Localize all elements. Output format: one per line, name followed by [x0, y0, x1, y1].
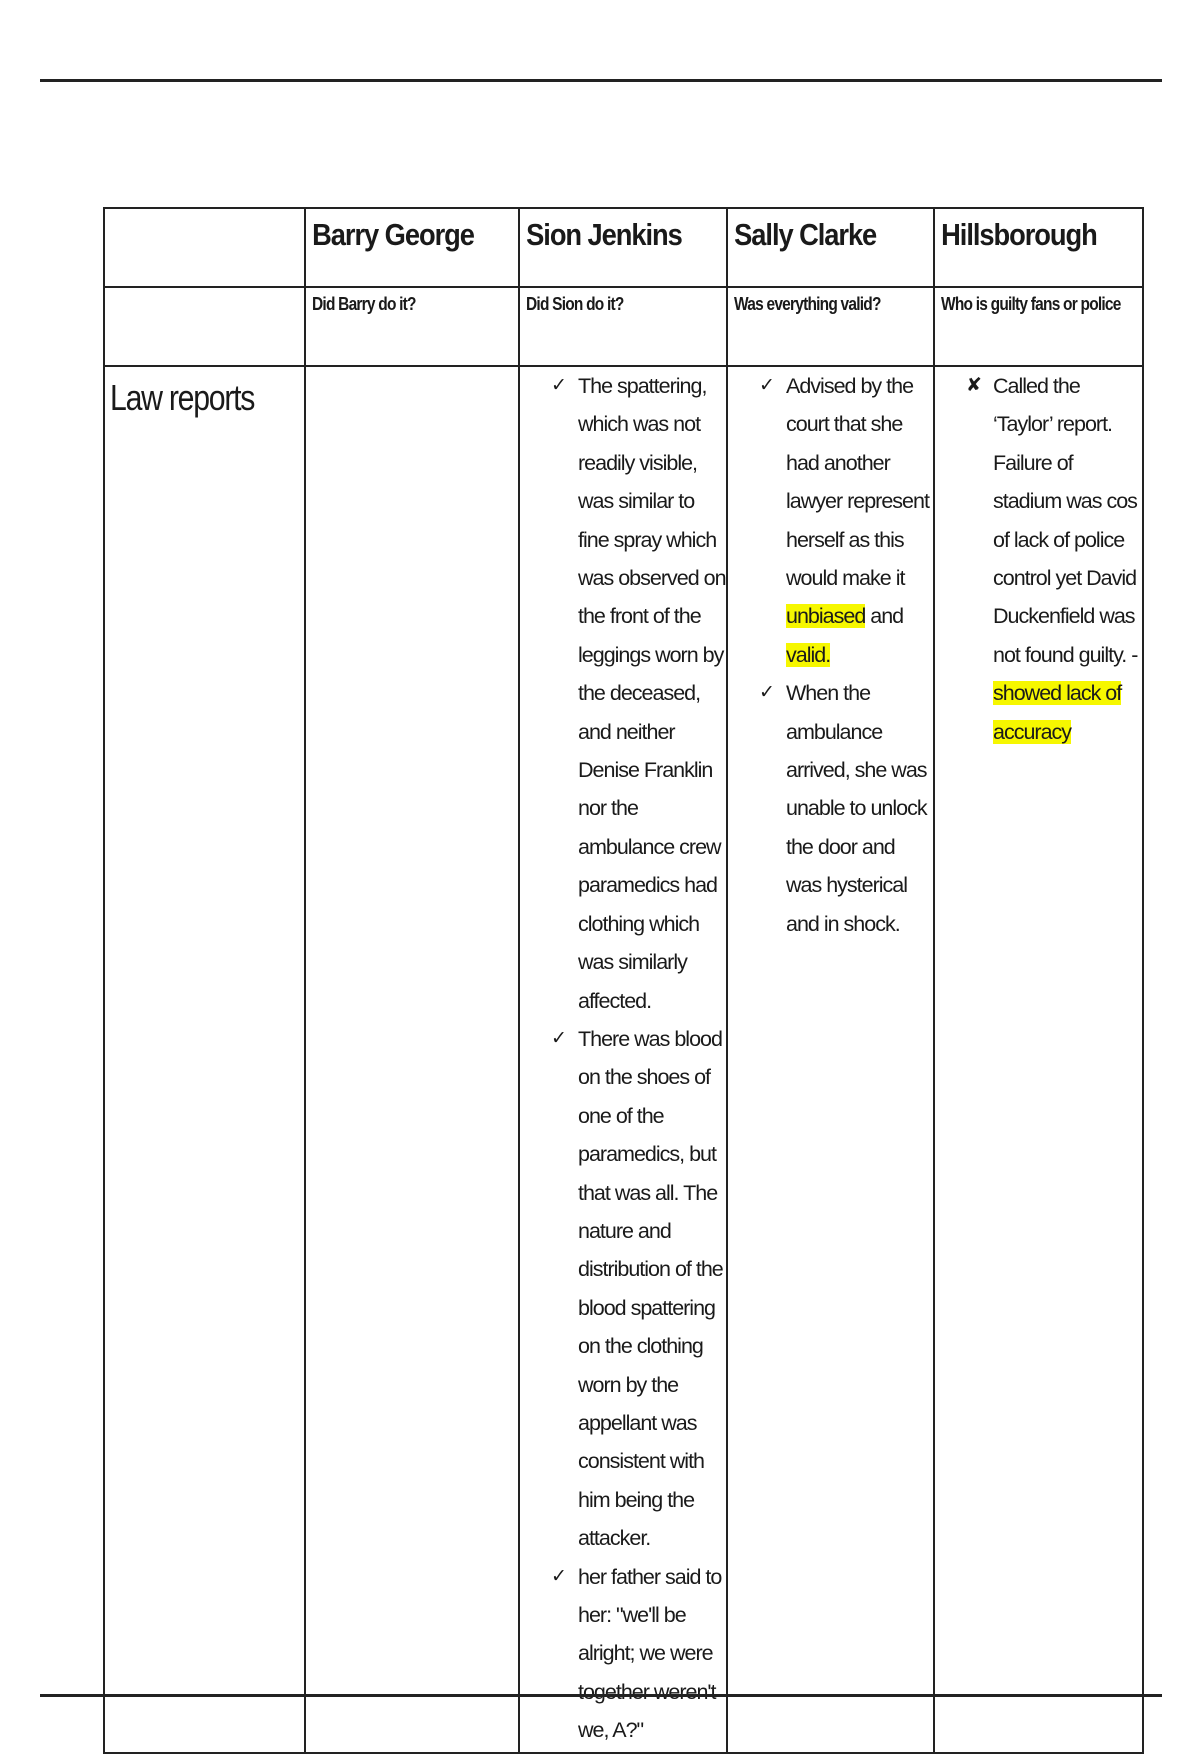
list-item: ✘ Called the ‘Taylor’ report. Failure of stadium was cos of lack of police control yet David Duckenfield was not found guilty. - showed lack of accuracy: [935, 367, 1142, 751]
case-comparison-table: [103, 207, 1144, 1754]
check-icon: ✓: [551, 1027, 566, 1049]
highlighted-text: valid.: [786, 642, 831, 667]
barry-law-reports-cell: [305, 366, 519, 1753]
question-hillsborough: Who is guilty fans or police: [934, 287, 1143, 366]
list-item: ✓ The spattering, which was not readily visible, was similar to fine spray which was observed on the front of the leggings worn by the deceased, and neither Denise Franklin nor the ambulance crew paramedics had clothing which was similarly affected.: [520, 367, 726, 1020]
blank-corner-cell: [104, 208, 305, 287]
question-sally: Was everything valid?: [727, 287, 934, 366]
highlighted-text: showed lack of accuracy: [993, 681, 1122, 744]
bottom-rule: [40, 1694, 1162, 1697]
question-sion: Did Sion do it?: [519, 287, 727, 366]
highlighted-text: unbiased: [786, 604, 866, 629]
question-barry: Did Barry do it?: [305, 287, 519, 366]
row-label-cell: Law reports: [104, 366, 305, 1753]
check-icon: ✓: [759, 375, 774, 396]
header-sally-clarke: Sally Clarke: [727, 208, 934, 287]
law-reports-row: [104, 366, 1143, 1753]
sally-points-list: [728, 367, 933, 945]
list-item: ✓ her father said to her: "we'll be alright; we were together weren't we, A?": [520, 1558, 726, 1750]
header-row: [104, 208, 1143, 287]
question-row: [104, 287, 1143, 366]
blank-question-label-cell: [104, 287, 305, 366]
list-item: ✓ Advised by the court that she had another lawyer represent herself as this would make it unbiased and valid.: [728, 367, 933, 674]
check-icon: ✓: [551, 375, 566, 396]
check-icon: ✓: [759, 682, 774, 704]
hillsborough-law-reports-cell: [934, 366, 1143, 1753]
check-icon: ✓: [551, 1565, 566, 1587]
header-sion-jenkins: Sion Jenkins: [519, 208, 727, 287]
header-hillsborough: Hillsborough: [934, 208, 1143, 287]
list-item: ✓ There was blood on the shoes of one of the paramedics, but that was all. The nature and distribution of the blood spattering on the clothing worn by the appellant was consistent with him being the attacker.: [520, 1020, 726, 1558]
sion-law-reports-cell: [519, 366, 727, 1753]
hillsborough-points-list: [935, 367, 1142, 753]
sion-points-list: [520, 367, 726, 1752]
cross-icon: ✘: [966, 375, 981, 396]
top-rule: [40, 79, 1162, 82]
header-barry-george: Barry George: [305, 208, 519, 287]
sally-law-reports-cell: [727, 366, 934, 1753]
list-item: ✓ When the ambulance arrived, she was unable to unlock the door and was hysterical and in shock.: [728, 674, 933, 943]
